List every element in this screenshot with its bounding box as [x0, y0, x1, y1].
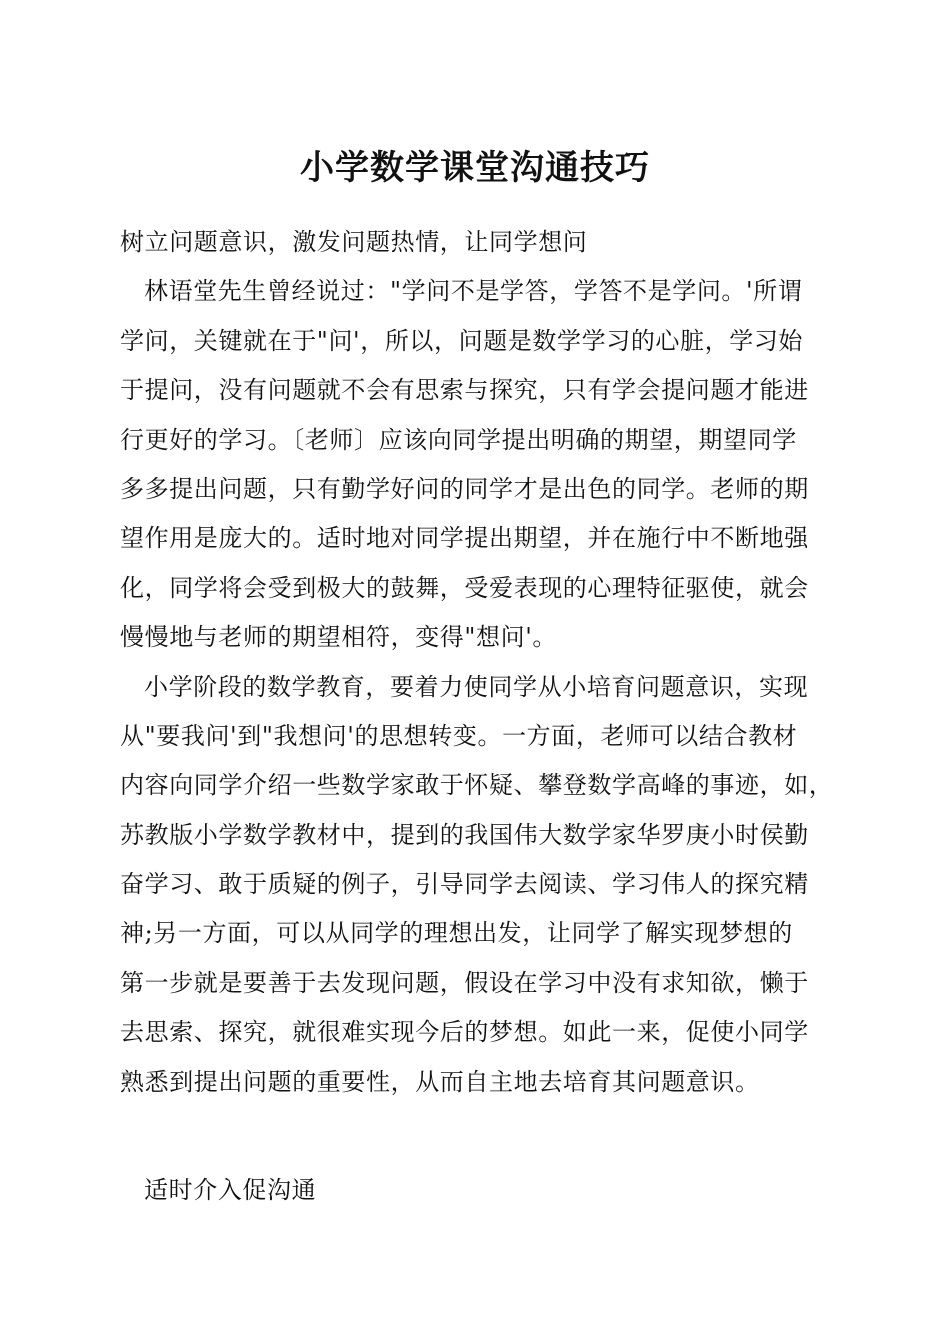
paragraph-line: 多多提出问题，只有勤学好问的同学才是出色的同学。老师的期: [120, 474, 809, 503]
section-heading: 适时介入促沟通: [144, 1176, 317, 1204]
paragraph-line: 奋学习、敢于质疑的例子，引导同学去阅读、学习伟人的探究精: [120, 870, 809, 899]
paragraph-line: 学问，关键就在于"问'，所以，问题是数学学习的心脏，学习始: [120, 326, 804, 355]
paragraph-line: 熟悉到提出问题的重要性，从而自主地去培育其问题意识。: [120, 1067, 760, 1096]
document-body: [120, 218, 880, 1107]
document-title: 小学数学课堂沟通技巧: [300, 148, 650, 188]
paragraph-line: 行更好的学习。〔老师〕应该向同学提出明确的期望，期望同学: [120, 425, 797, 454]
paragraph-line: 小学阶段的数学教育，要着力使同学从小培育问题意识，实现: [144, 672, 809, 701]
paragraph-line: 神;另一方面，可以从同学的理想出发，让同学了解实现梦想的: [120, 919, 793, 948]
paragraph-line: 慢慢地与老师的期望相符，变得"想问'。: [120, 623, 558, 652]
paragraph-line: 望作用是庞大的。适时地对同学提出期望，并在施行中不断地强: [120, 524, 809, 553]
section-heading: 树立问题意识，激发问题热情，让同学想问: [120, 228, 588, 256]
paragraph-line: 化，同学将会受到极大的鼓舞，受爱表现的心理特征驱使，就会: [120, 573, 809, 602]
paragraph-line: 苏教版小学数学教材中，提到的我国伟大数学家华罗庚小时侯勤: [120, 820, 809, 849]
paragraph-line: 去思索、探究，就很难实现今后的梦想。如此一来，促使小同学: [120, 1018, 809, 1047]
paragraph-line: 第一步就是要善于去发现问题，假设在学习中没有求知欲，懒于: [120, 968, 809, 997]
paragraph-line: 内容向同学介绍一些数学家敢于怀疑、攀登数学高峰的事迹，如，: [120, 771, 834, 800]
paragraph-line: 林语堂先生曾经说过："学问不是学答，学答不是学问。'所谓: [144, 277, 803, 306]
paragraph-line: 从"要我问'到"我想问'的思想转变。一方面，老师可以结合教材: [120, 721, 798, 750]
paragraph-line: 于提问，没有问题就不会有思索与探究，只有学会提问题才能进: [120, 376, 809, 405]
